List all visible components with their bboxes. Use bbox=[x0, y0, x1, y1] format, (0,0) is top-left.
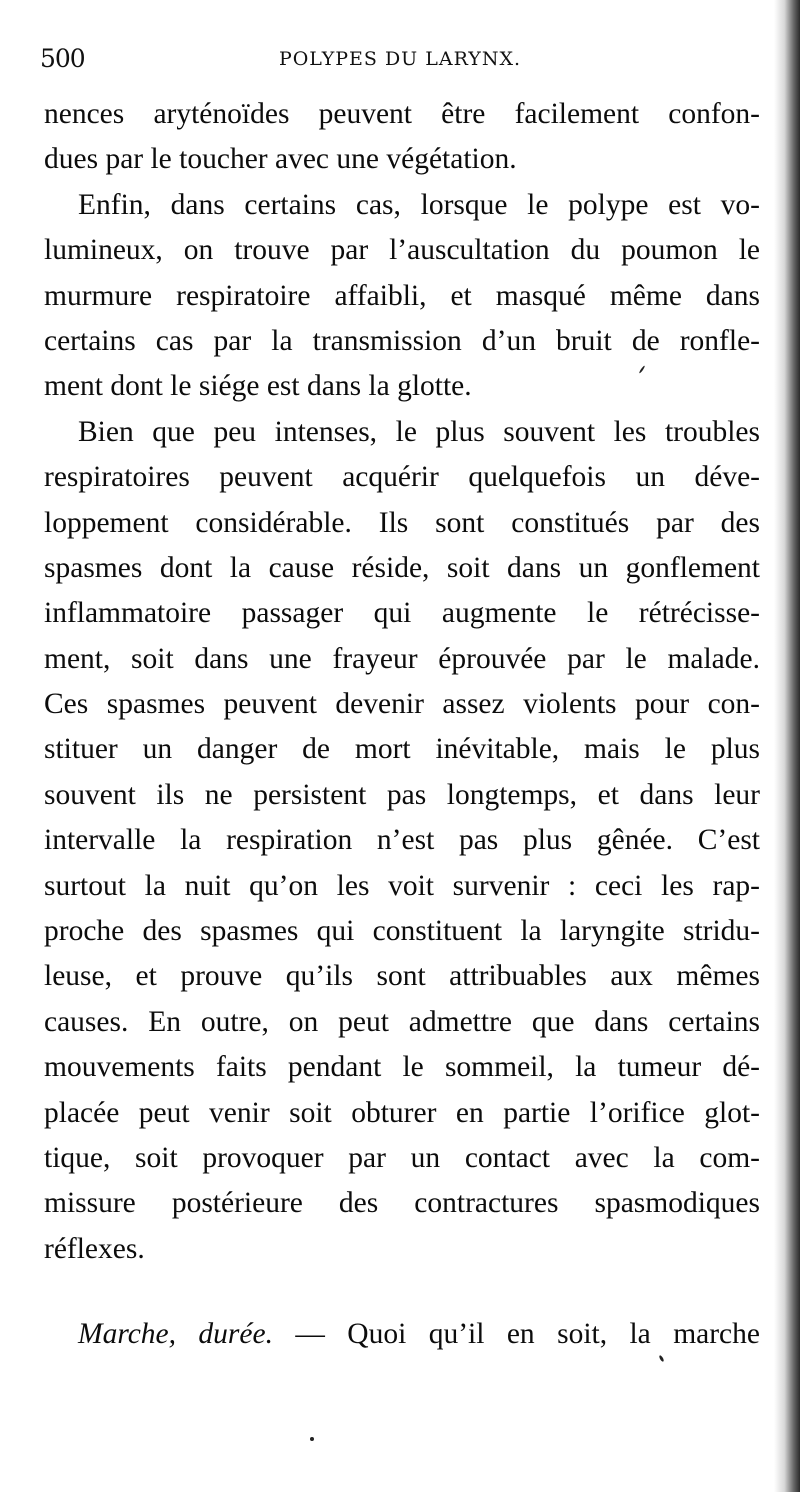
text-line: nences aryténoïdes peuvent être facilement confon- bbox=[44, 98, 760, 130]
page-number: 500 bbox=[40, 44, 85, 73]
ink-speck bbox=[310, 1437, 314, 1441]
text-line: inflammatoire passager qui augmente le rétrécisse- bbox=[44, 597, 760, 630]
text-line: ment, soit dans une frayeur éprouvée par le malade. bbox=[44, 642, 760, 675]
text-line: réflexes. bbox=[44, 1232, 145, 1265]
page-edge-shadow bbox=[774, 0, 800, 1492]
text-line: respiratoires peuvent acquérir quelquefois un déve- bbox=[44, 461, 760, 494]
text-line: causes. En outre, on peut admettre que dans certains bbox=[44, 1005, 760, 1038]
text-line: certains cas par la transmission d’un bruit de ronfle- bbox=[44, 324, 760, 357]
section-heading-line bbox=[44, 1312, 760, 1357]
section-gap bbox=[44, 1272, 760, 1312]
text-line: proche des spasmes qui constituent la laryngite stridu- bbox=[44, 915, 760, 948]
text-line: stituer un danger de mort inévitable, mais le plus bbox=[44, 733, 760, 766]
text-line: missure postérieure des contractures spasmodiques bbox=[44, 1187, 760, 1220]
text-line: surtout la nuit qu’on les voit survenir : ceci les rap- bbox=[44, 869, 760, 902]
running-head: POLYPES DU LARYNX. bbox=[278, 48, 522, 70]
text-line: mouvements faits pendant le sommeil, la tumeur dé- bbox=[44, 1051, 760, 1084]
body-text bbox=[44, 92, 760, 1358]
text-line: loppement considérable. Ils sont constitués par des bbox=[44, 506, 760, 539]
text-line: Enfin, dans certains cas, lorsque le polype est vo- bbox=[78, 188, 760, 221]
text-line: placée peut venir soit obturer en partie l’orifice glot- bbox=[44, 1096, 760, 1129]
text-line: Bien que peu intenses, le plus souvent les troubles bbox=[78, 415, 760, 448]
text-line: souvent ils ne persistent pas longtemps, et dans leur bbox=[44, 778, 760, 811]
text-line: intervalle la respiration n’est pas plus gênée. C’est bbox=[44, 824, 760, 857]
text-line: murmure respiratoire affaibli, et masqué même dans bbox=[44, 279, 760, 312]
text-line: Ces spasmes peuvent devenir assez violents pour con- bbox=[44, 688, 760, 721]
page-header bbox=[40, 44, 760, 78]
text-line: dues par le toucher avec une végétation. bbox=[44, 143, 517, 176]
section-heading: Marche, durée. bbox=[78, 1318, 273, 1351]
text-line: tique, soit provoquer par un contact avec la com- bbox=[44, 1141, 760, 1174]
text-line: ment dont le siége est dans la glotte. bbox=[44, 370, 472, 403]
text-line: leuse, et prouve qu’ils sont attribuables aux mêmes bbox=[44, 960, 760, 993]
section-text: — Quoi qu’il en soit, la marche bbox=[272, 1318, 760, 1351]
text-line: lumineux, on trouve par l’auscultation du poumon le bbox=[44, 234, 760, 267]
text-line: spasmes dont la cause réside, soit dans un gonflement bbox=[44, 551, 760, 584]
